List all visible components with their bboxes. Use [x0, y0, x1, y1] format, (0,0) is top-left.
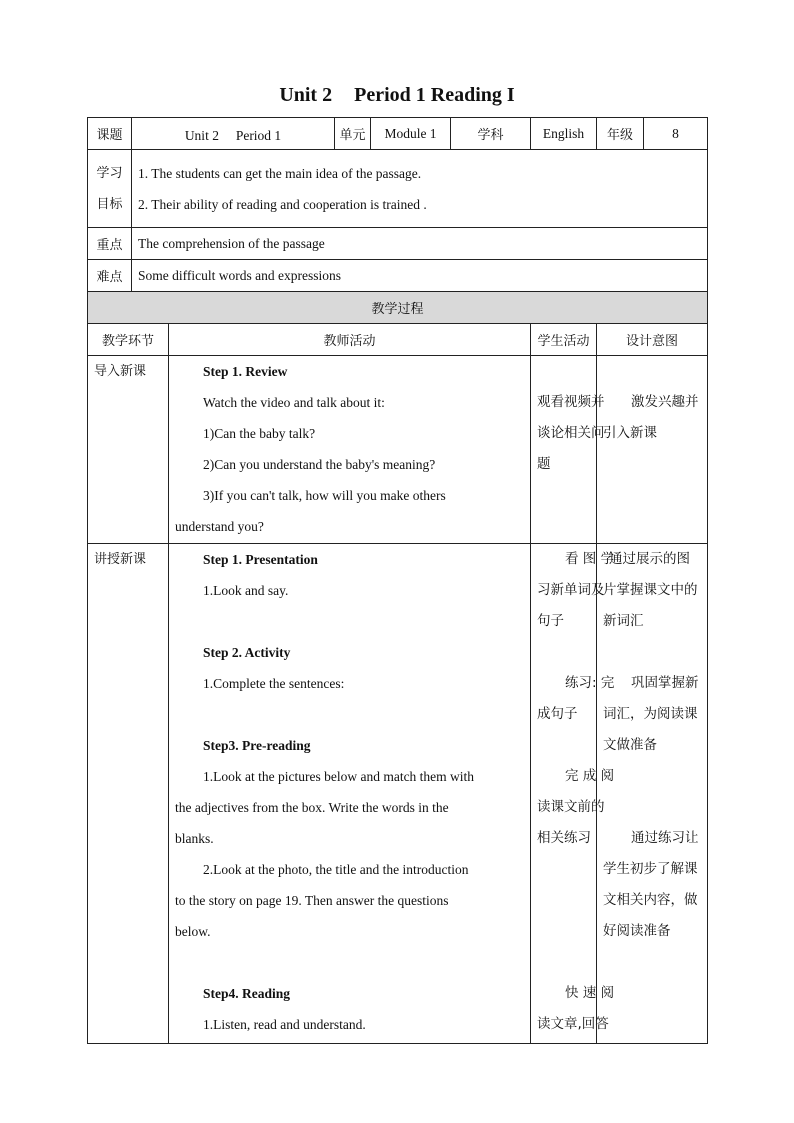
activity-line: Watch the video and talk about it:: [203, 395, 385, 410]
teacher-activity-teaching: [169, 544, 531, 1044]
intent-line: 激发兴趣并: [631, 394, 699, 410]
spacer: [537, 854, 590, 885]
spacer: [175, 947, 524, 978]
column-header-teacher: 教师活动: [169, 324, 531, 356]
objective-item: 2. Their ability of reading and cooperation is trained .: [138, 196, 427, 212]
activity-line: 1.Look and say.: [203, 583, 289, 598]
grade-value: 8: [644, 118, 708, 150]
intent-line: 巩固掌握新: [631, 675, 699, 691]
process-header: 教学过程: [88, 292, 708, 324]
student-line: 练习: 完: [565, 675, 615, 691]
activity-line: 1)Can the baby talk?: [203, 426, 316, 441]
stage-teaching: [88, 544, 169, 1044]
intent-line: 引入新课: [603, 425, 657, 441]
process-header-row: [88, 292, 708, 324]
activity-line: the adjectives from the box. Write the words in the: [175, 800, 449, 815]
spacer: [603, 761, 701, 792]
objective-item: 1. The students can get the main idea of the passage.: [138, 165, 422, 181]
student-line: 谈论相关问: [537, 425, 605, 441]
student-line: 成句子: [537, 706, 578, 722]
objectives-row: [88, 150, 708, 228]
student-line: 句子: [537, 613, 564, 629]
column-header-stage: 教学环节: [88, 324, 169, 356]
intent-line: 文相关内容，做: [603, 892, 698, 908]
activity-line: 2.Look at the photo, the title and the introduction: [203, 862, 469, 877]
intent-line: 片掌握课文中的: [603, 582, 698, 598]
spacer: [603, 356, 701, 387]
spacer: [175, 699, 524, 730]
intent-teaching: [597, 544, 708, 1044]
intent-line: 文做准备: [603, 737, 657, 753]
section-teaching-row: [88, 544, 708, 1044]
student-activity-intro: [531, 356, 605, 544]
subject-value: English: [531, 118, 597, 150]
intent-line: 学生初步了解课: [603, 861, 698, 877]
objectives-content: [132, 150, 708, 228]
intent-intro: [597, 356, 708, 544]
stage-label: 导入新课: [94, 364, 147, 379]
lesson-plan-table: [87, 117, 708, 1044]
stage-intro: [88, 356, 169, 544]
objectives-label-line1: 学习: [96, 165, 123, 181]
spacer: [603, 637, 701, 668]
student-line: 快 速 阅: [565, 985, 615, 1001]
student-line: 习新单词及: [537, 582, 605, 598]
spacer: [537, 885, 590, 916]
objectives-label-line2: 目标: [96, 196, 123, 212]
spacer: [537, 730, 590, 761]
student-line: 完 成 阅: [565, 768, 615, 784]
section-intro-row: [88, 356, 708, 544]
key-point-row: [88, 228, 708, 260]
step-heading: Step 1. Review: [203, 364, 288, 379]
difficulty-label: 难点: [88, 260, 132, 292]
activity-line: below.: [175, 924, 211, 939]
unit-value: Module 1: [371, 118, 451, 150]
stage-label: 讲授新课: [94, 552, 147, 567]
column-header-student: 学生活动: [531, 324, 597, 356]
student-line: 相关练习: [537, 830, 591, 846]
activity-line: to the story on page 19. Then answer the questions: [175, 893, 449, 908]
grade-label: 年级: [597, 118, 644, 150]
info-row: [88, 118, 708, 150]
student-activity-teaching: [531, 544, 615, 1044]
student-line: 题: [537, 456, 551, 472]
activity-line: 1.Listen, read and understand.: [203, 1017, 366, 1032]
activity-line: blanks.: [175, 831, 214, 846]
column-header-intent: 设计意图: [597, 324, 708, 356]
intent-line: 新词汇: [603, 613, 644, 629]
topic-value: Unit 2 Period 1: [132, 118, 335, 150]
page-title: [0, 84, 794, 107]
spacer: [175, 606, 524, 637]
difficulty-text: Some difficult words and expressions: [132, 260, 708, 292]
spacer: [537, 356, 590, 387]
intent-line: 通过练习让: [631, 830, 699, 846]
subject-label: 学科: [451, 118, 531, 150]
column-header-row: [88, 324, 708, 356]
step-heading: Step3. Pre-reading: [203, 738, 311, 753]
spacer: [537, 947, 590, 978]
intent-line: 通过展示的图: [609, 551, 690, 567]
difficulty-row: [88, 260, 708, 292]
spacer: [537, 916, 590, 947]
key-point-text: The comprehension of the passage: [132, 228, 708, 260]
step-heading: Step 1. Presentation: [203, 552, 318, 567]
activity-line: 1.Look at the pictures below and match them with: [203, 769, 475, 784]
topic-label: 课题: [88, 118, 132, 150]
step-heading: Step4. Reading: [203, 986, 291, 1001]
student-line: 读文章,回答: [537, 1016, 609, 1032]
title-unit: Unit 2: [279, 84, 333, 106]
activity-line: 2)Can you understand the baby's meaning?: [203, 457, 436, 472]
title-period: Period 1 Reading I: [354, 84, 515, 106]
intent-line: 词汇，为阅读课: [603, 706, 698, 722]
spacer: [537, 637, 590, 668]
step-heading: Step 2. Activity: [203, 645, 291, 660]
student-line: 观看视频并: [537, 394, 605, 410]
student-line: 看 图 学: [565, 551, 615, 567]
teacher-activity-intro: [169, 356, 531, 544]
unit-label: 单元: [335, 118, 371, 150]
activity-line: 1.Complete the sentences:: [203, 676, 345, 691]
objectives-label: [88, 150, 132, 228]
activity-line: 3)If you can't talk, how will you make others: [203, 488, 446, 503]
spacer: [603, 792, 701, 823]
student-line: 读课文前的: [537, 799, 605, 815]
intent-line: 好阅读准备: [603, 923, 671, 939]
activity-line: understand you?: [175, 519, 264, 534]
key-point-label: 重点: [88, 228, 132, 260]
